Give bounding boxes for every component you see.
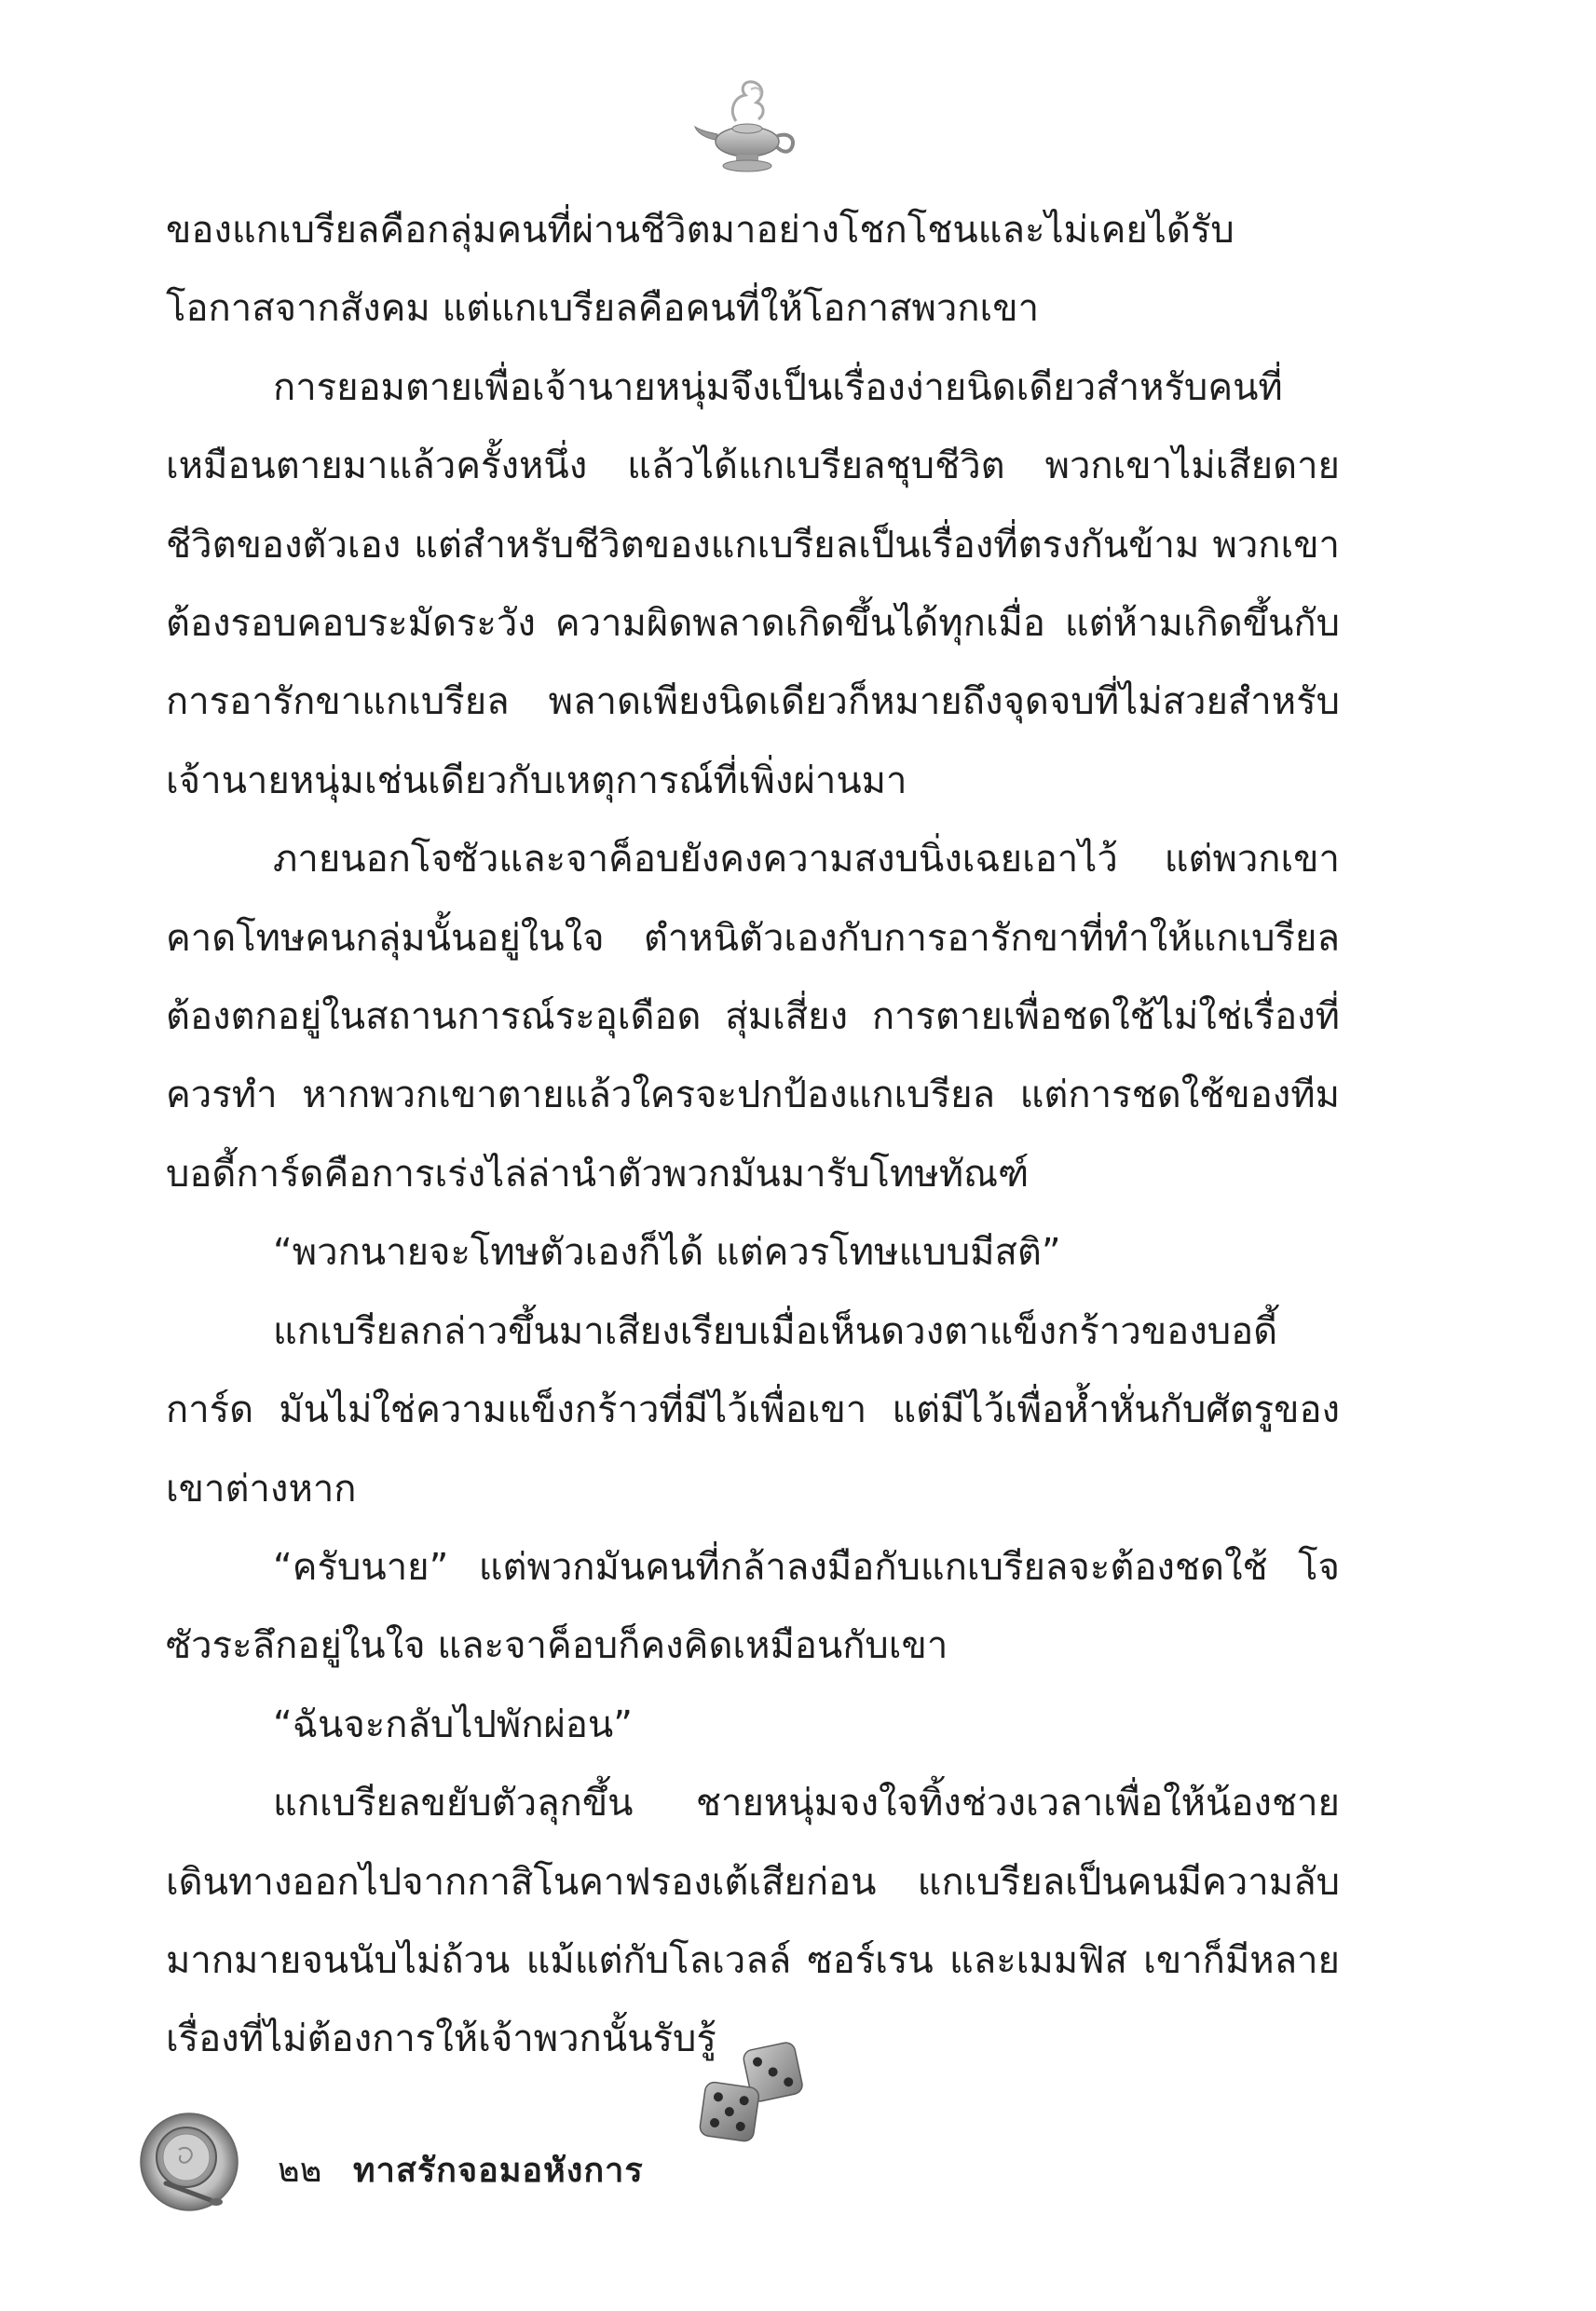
page-number: ๒๒ (278, 2152, 322, 2190)
paragraph: แกเบรียลขยับตัวลุกขึ้น ชายหนุ่มจงใจทิ้งช่วงเวลาเพื่อให้น้องชายเดินทางออกไปจากกาสิโนคาฟรองเต้เสียก่อน แกเบรียลเป็นคนมีความลับมากมายจนนับไม่ถ้วน แม้แต่กับโลเวลล์ ซอร์เรน และเมมฟิส เขาก็มีหลายเรื่องที่ไม่ต้องการให้เจ้าพวกนั้นรับรู้ (166, 1782, 1340, 2061)
paragraph: “ครับนาย” แต่พวกมันคนที่กล้าลงมือกับแกเบรียลจะต้องชดใช้ โจซัวระลึกอยู่ในใจ และจาค็อบก็คงคิดเหมือนกับเขา (166, 1545, 1340, 1668)
paragraph: ภายนอกโจซัวและจาค็อบยังคงความสงบนิ่งเฉยเอาไว้ แต่พวกเขาคาดโทษคนกลุ่มนั้นอยู่ในใจ ตำหนิตัวเองกับการอารักขาที่ทำให้แกเบรียลต้องตกอยู่ในสถานการณ์ระอุเดือด สุ่มเสี่ยง การตายเพื่อชดใช้ไม่ใช่เรื่องที่ควรทำ หากพวกเขาตายแล้วใครจะปกป้องแกเบรียล แต่การชดใช้ของทีมบอดี้การ์ดคือการเร่งไล่ล่านำตัวพวกมันมารับโทษทัณฑ์ (166, 838, 1340, 1196)
dice-icon (691, 2036, 812, 2148)
paragraph: “พวกนายจะโทษตัวเองก็ได้ แต่ควรโทษแบบมีสติ” (273, 1231, 1061, 1275)
paragraph: ของแกเบรียลคือกลุ่มคนที่ผ่านชีวิตมาอย่างโชกโชนและไม่เคยได้รับโอกาสจากสังคม แต่แกเบรียลคือคนที่ให้โอกาสพวกเขา (166, 209, 1235, 331)
body-text (166, 191, 1340, 2079)
book-title: ทาสรักจอมอหังการ (352, 2152, 644, 2190)
genie-lamp-icon (691, 76, 801, 179)
page-footer (278, 2148, 644, 2195)
paragraph: “ฉันจะกลับไปพักผ่อน” (273, 1702, 633, 1746)
paragraph: การยอมตายเพื่อเจ้านายหนุ่มจึงเป็นเรื่องง่ายนิดเดียวสำหรับคนที่เหมือนตายมาแล้วครั้งหนึ่ง แล้วได้แกเบรียลชุบชีวิต พวกเขาไม่เสียดายชีวิตของตัวเอง แต่สำหรับชีวิตของแกเบรียลเป็นเรื่องที่ตรงกันข้าม พวกเขาต้องรอบคอบระมัดระวัง ความผิดพลาดเกิดขึ้นได้ทุกเมื่อ แต่ห้ามเกิดขึ้นกับการอารักขาแกเบรียล พลาดเพียงนิดเดียวก็หมายถึงจุดจบที่ไม่สวยสำหรับเจ้านายหนุ่มเช่นเดียวกับเหตุการณ์ที่เพิ่งผ่านมา (166, 365, 1340, 802)
coffee-cup-icon (138, 2111, 240, 2213)
paragraph: แกเบรียลกล่าวขึ้นมาเสียงเรียบเมื่อเห็นดวงตาแข็งกร้าวของบอดี้การ์ด มันไม่ใช่ความแข็งกร้าวที่มีไว้เพื่อเขา แต่มีไว้เพื่อห้ำหั่นกับศัตรูของเขาต่างหาก (166, 1309, 1340, 1511)
